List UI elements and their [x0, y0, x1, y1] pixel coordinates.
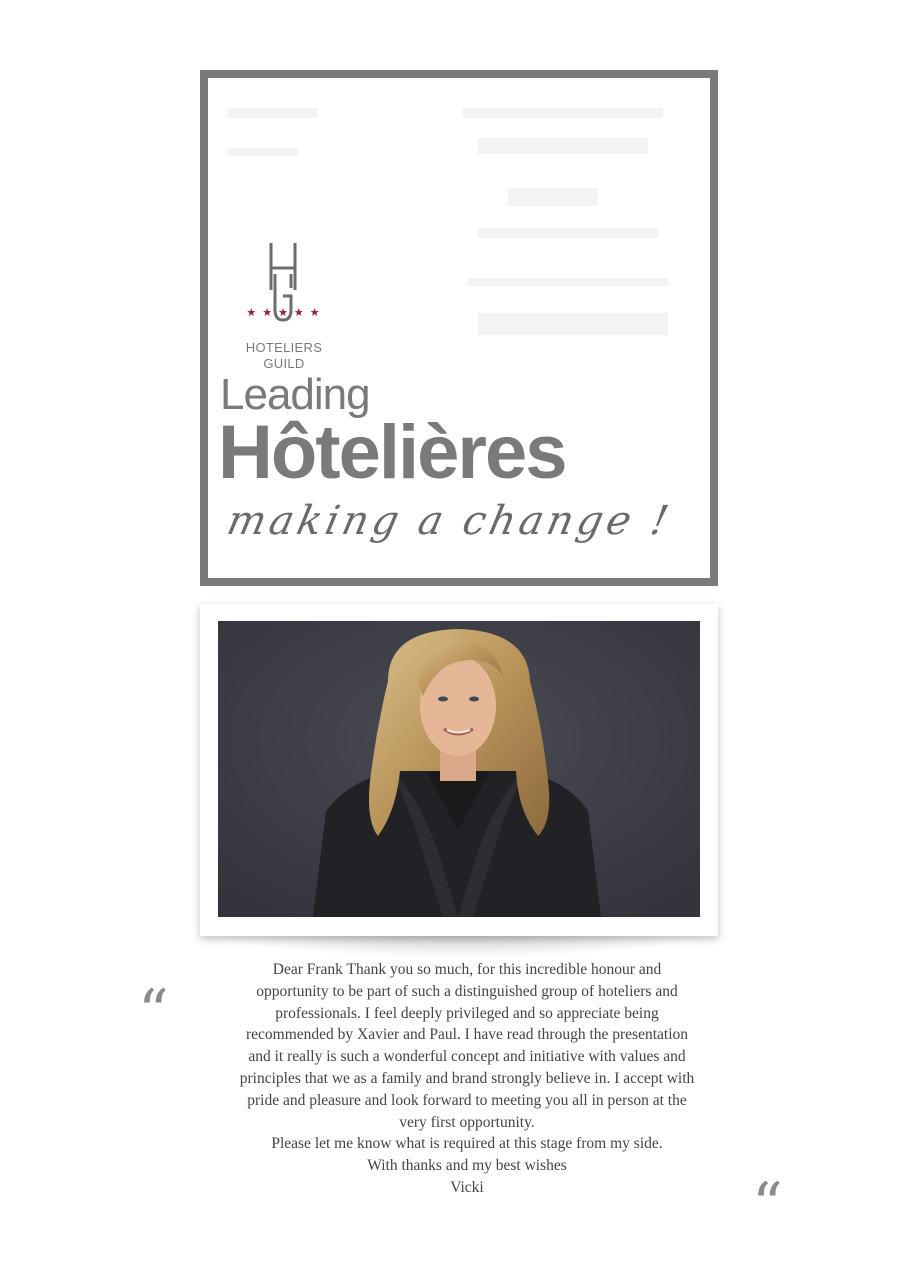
background-texture [468, 278, 668, 286]
background-texture [463, 108, 663, 118]
portrait-illustration-icon [218, 621, 700, 917]
background-texture [228, 148, 298, 156]
letter-body [210, 959, 724, 1199]
letter-line: With thanks and my best wishes [367, 1157, 567, 1175]
letter-line: pride and pleasure and look forward to meeting you all in person at the [247, 1091, 687, 1109]
background-texture [478, 138, 648, 154]
background-texture [478, 228, 658, 238]
letter-line: very first opportunity. [399, 1113, 535, 1131]
tagline: making a change ! [223, 498, 677, 544]
background-texture [478, 313, 668, 335]
org-name-line2: GUILD [263, 356, 305, 371]
letter-line: professionals. I feel deeply privileged and so appreciate being [275, 1004, 659, 1022]
background-texture [228, 108, 318, 118]
letter-line: and it really is such a wonderful concept and initiative with values and [248, 1048, 686, 1066]
letter-line: principles that we as a family and brand strongly believe in. I accept with [239, 1069, 695, 1087]
letter-line: opportunity to be part of such a distinguished group of hoteliers and [256, 982, 678, 1000]
org-name-line1: HOTELIERS [245, 340, 323, 355]
letter-line: recommended by Xavier and Paul. I have read through the presentation [245, 1026, 689, 1044]
close-quote-icon: “ [752, 1170, 783, 1240]
title-hotelieres: Hôtelières [218, 410, 566, 495]
background-texture [508, 188, 598, 206]
letter-signature: Vicki [450, 1178, 484, 1196]
title-leading: Leading [220, 370, 370, 419]
photo-frame [200, 604, 718, 936]
logo-stars: ★★★★★ [246, 306, 326, 319]
letter-line: Please let me know what is required at this stage from my side. [271, 1135, 663, 1153]
open-quote-icon: “ [138, 977, 169, 1047]
letter-line: Dear Frank Thank you so much, for this incredible honour and [272, 961, 662, 978]
portrait-photo [218, 621, 700, 917]
cover-card [200, 70, 718, 586]
